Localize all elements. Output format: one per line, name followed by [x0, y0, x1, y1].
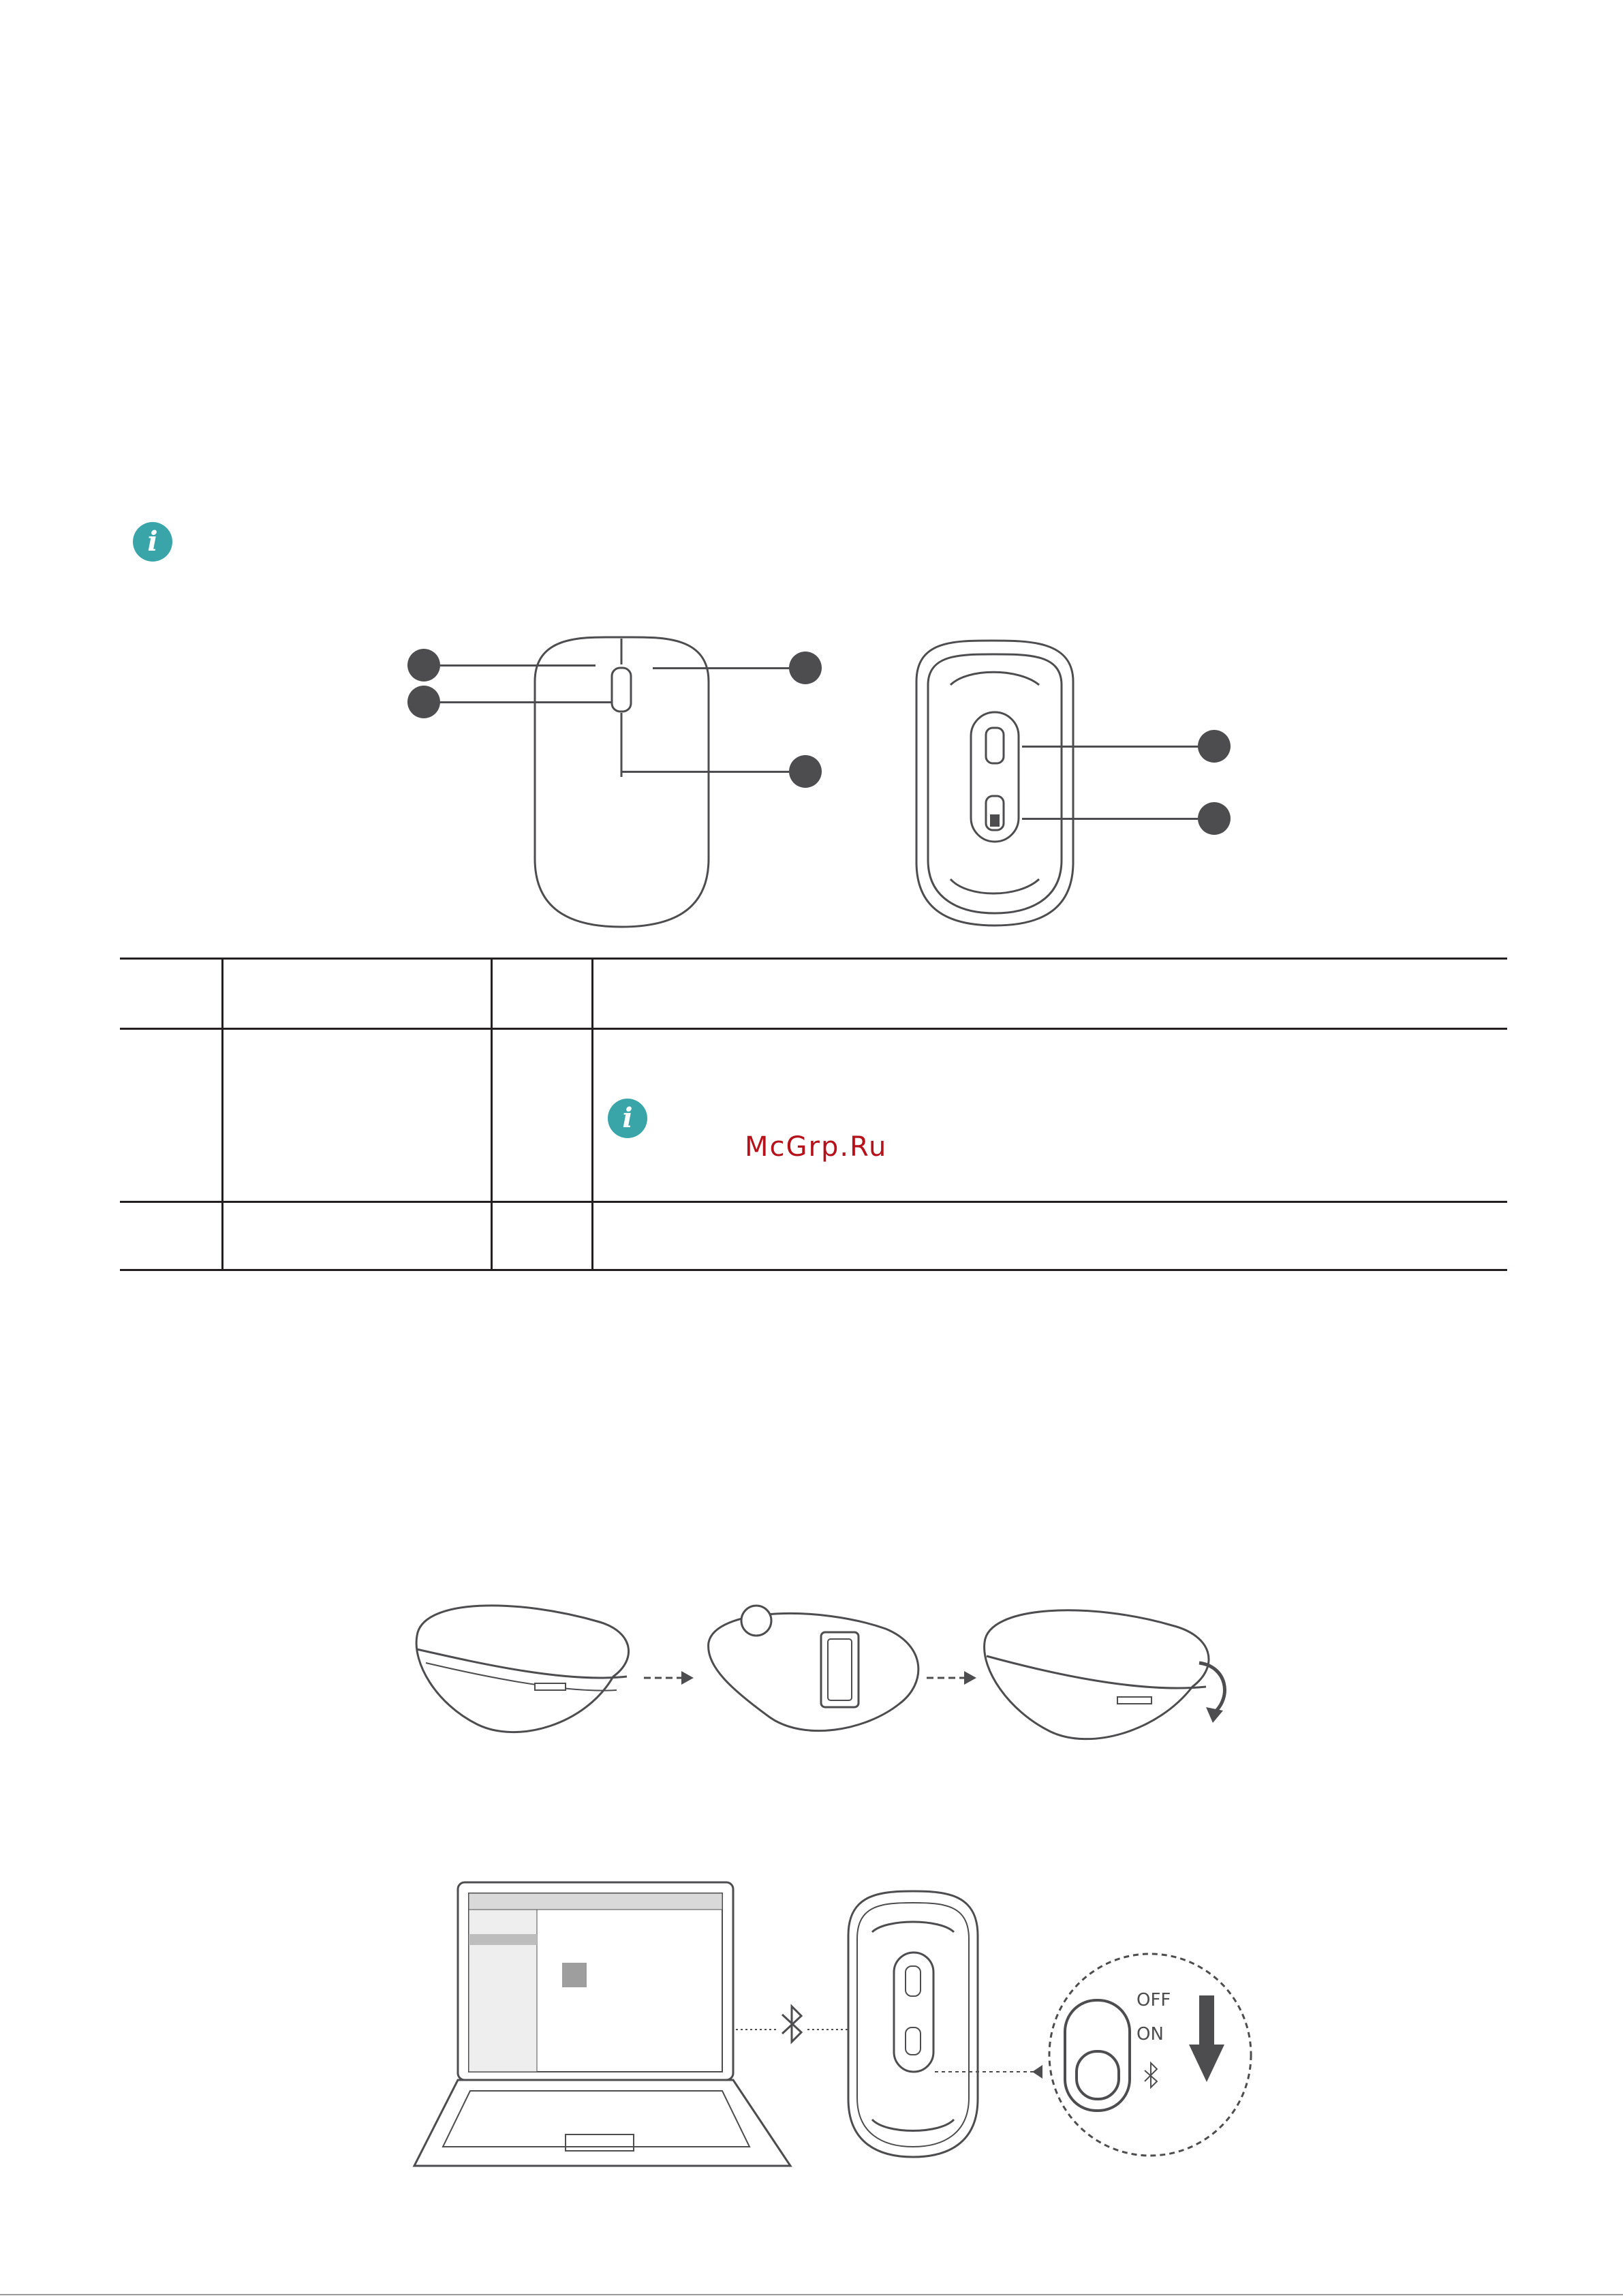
watermark: McGrp.Ru: [745, 1131, 888, 1163]
table-note-info-icon: i: [608, 1099, 647, 1138]
switch-on-label: ON: [1137, 2024, 1164, 2045]
note-info-icon: i: [133, 522, 172, 562]
footer-rule: [0, 2294, 1623, 2295]
switch-off-label: OFF: [1137, 1990, 1171, 2010]
